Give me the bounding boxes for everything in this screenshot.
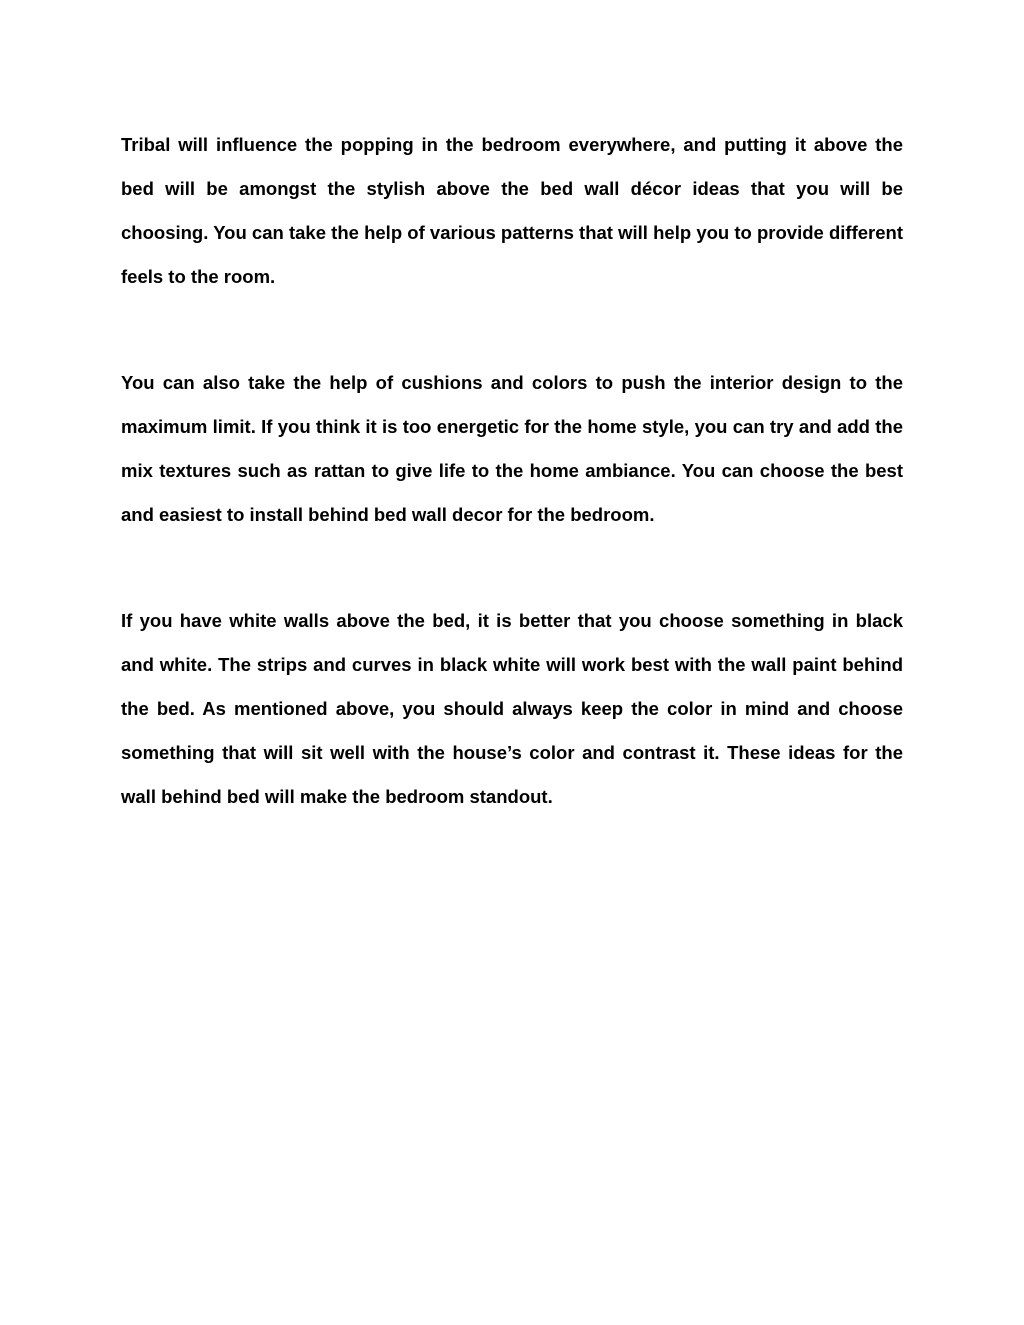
paragraph-1: Tribal will influence the popping in the bedroom everywhere, and putting it above the bed will be amongst the stylish above the bed wall décor ideas that you will be choosing. You can take the help of various patterns that will help you to provide different feels to the room. bbox=[121, 134, 903, 287]
paragraph-3: If you have white walls above the bed, it is better that you choose something in black and white. The strips and curves in black white will work best with the wall paint behind the bed. As mentioned above, you should always keep the color in mind and choose something that will sit well with the house’s color and contrast it. These ideas for the wall behind bed will make the bedroom standout. bbox=[121, 610, 903, 807]
document-body bbox=[121, 123, 903, 819]
paragraph-2: You can also take the help of cushions and colors to push the interior design to the maximum limit. If you think it is too energetic for the home style, you can try and add the mix textures such as rattan to give life to the home ambiance. You can choose the best and easiest to install behind bed wall decor for the bedroom. bbox=[121, 372, 903, 525]
